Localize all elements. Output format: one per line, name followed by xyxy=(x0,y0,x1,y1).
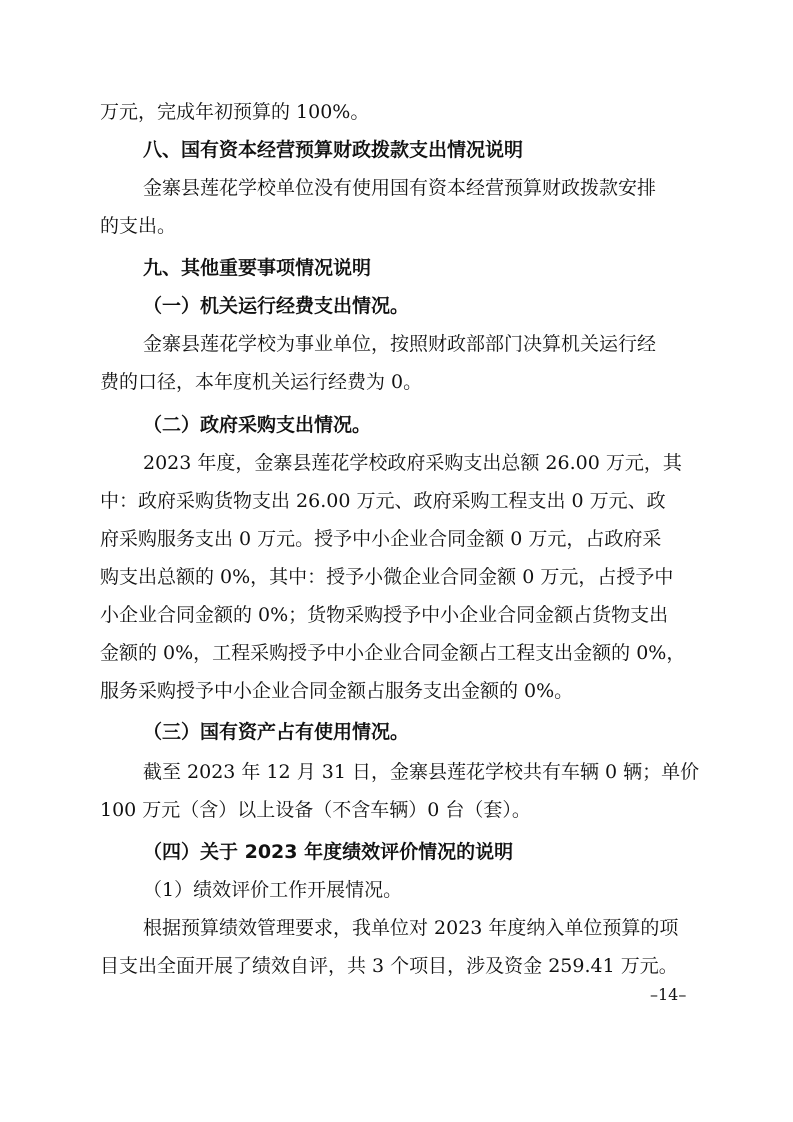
subheading-2: （二）政府采购支出情况。 xyxy=(143,414,372,436)
text-line-11: 中：政府采购货物支出 26.00 万元、政府采购工程支出 0 万元、政 xyxy=(100,490,666,512)
text-line-15: 金额的 0%，工程采购授予中小企业合同金额占工程支出金额的 0%， xyxy=(100,642,686,664)
text-line-21: （1）绩效评价工作开展情况。 xyxy=(143,879,403,901)
text-line-13: 购支出总额的 0%，其中：授予小微企业合同金额 0 万元，占授予中 xyxy=(100,566,674,588)
text-line-8: 费的口径，本年度机关运行经费为 0。 xyxy=(100,371,423,393)
text-line-22: 根据预算绩效管理要求，我单位对 2023 年度纳入单位预算的项 xyxy=(143,917,679,939)
subheading-4: （四）关于 2023 年度绩效评价情况的说明 xyxy=(143,841,514,863)
text-line-16: 服务采购授予中小企业合同金额占服务支出金额的 0%。 xyxy=(100,680,574,702)
text-line-19: 100 万元（含）以上设备（不含车辆）0 台（套）。 xyxy=(100,799,531,821)
text-line-10: 2023 年度，金寨县莲花学校政府采购支出总额 26.00 万元，其 xyxy=(143,452,682,474)
subheading-3: （三）国有资产占有使用情况。 xyxy=(143,721,410,743)
text-line-1: 万元，完成年初预算的 100%。 xyxy=(100,101,370,123)
text-line-14: 小企业合同金额的 0%；货物采购授予中小企业合同金额占货物支出 xyxy=(100,604,669,626)
text-line-18: 截至 2023 年 12 月 31 日，金寨县莲花学校共有车辆 0 辆；单价 xyxy=(143,761,700,783)
text-line-3: 金寨县莲花学校单位没有使用国有资本经营预算财政拨款安排 xyxy=(143,177,657,199)
section-heading-8: 八、国有资本经营预算财政拨款支出情况说明 xyxy=(143,139,524,161)
text-line-23: 目支出全面开展了绩效自评，共 3 个项目，涉及资金 259.41 万元。 xyxy=(100,955,678,977)
section-heading-9: 九、其他重要事项情况说明 xyxy=(143,257,372,279)
text-line-4: 的支出。 xyxy=(100,215,177,237)
subheading-1: （一）机关运行经费支出情况。 xyxy=(143,295,410,317)
text-line-12: 府采购服务支出 0 万元。授予中小企业合同金额 0 万元，占政府采 xyxy=(100,528,662,550)
page-number: –14– xyxy=(650,985,687,1004)
text-line-7: 金寨县莲花学校为事业单位，按照财政部部门决算机关运行经 xyxy=(143,333,657,355)
